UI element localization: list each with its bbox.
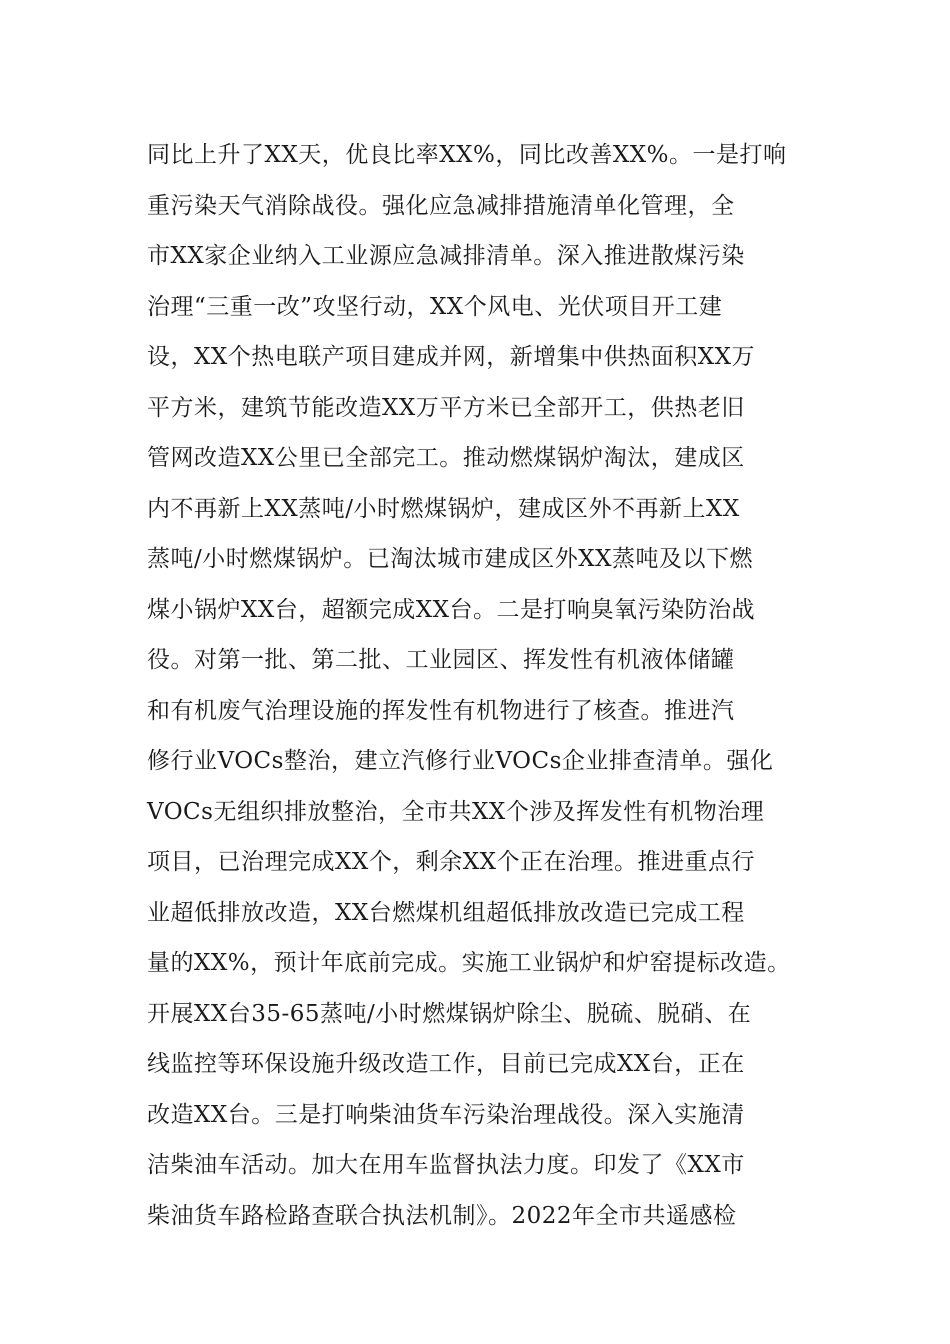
text-line: 线监控等环保设施升级改造工作，目前已完成XX台，正在 [147, 1051, 745, 1077]
text-line: 设，XX个热电联产项目建成并网，新增集中供热面积XX万 [147, 344, 755, 370]
text-line: 改造XX台。三是打响柴油货车污染治理战役。深入实施清 [147, 1101, 745, 1128]
body-paragraph [147, 130, 827, 1241]
text-line: 量的XX%，预计年底前完成。实施工业锅炉和炉窑提标改造。 [147, 950, 791, 976]
text-line: 市XX家企业纳入工业源应急减排清单。深入推进散煤污染 [147, 243, 745, 269]
text-line: 修行业VOCs整治，建立汽修行业VOCs企业排查清单。强化 [147, 748, 774, 774]
text-line: 业超低排放改造，XX台燃煤机组超低排放改造已完成工程 [147, 899, 745, 926]
text-line: 煤小锅炉XX台，超额完成XX台。二是打响臭氧污染防治战 [147, 596, 755, 623]
text-line: 洁柴油车活动。加大在用车监督执法力度。印发了《XX市 [147, 1152, 745, 1178]
text-line: 役。对第一批、第二批、工业园区、挥发性有机液体储罐 [147, 647, 735, 673]
text-line: 蒸吨/小时燃煤锅炉。已淘汰城市建成区外XX蒸吨及以下燃 [147, 546, 753, 572]
text-line: 项目，已治理完成XX个，剩余XX个正在治理。推进重点行 [147, 849, 755, 875]
text-line: 同比上升了XX天，优良比率XX%，同比改善XX%。一是打响 [147, 142, 787, 168]
text-line: 开展XX台35-65蒸吨/小时燃煤锅炉除尘、脱硫、脱硝、在 [147, 1000, 752, 1027]
text-line: 治理“三重一改”攻坚行动，XX个风电、光伏项目开工建 [147, 293, 723, 320]
text-line: 柴油货车路检路查联合执法机制》。2022年全市共遥感检 [147, 1202, 737, 1229]
text-line: 和有机废气治理设施的挥发性有机物进行了核查。推进汽 [147, 697, 735, 724]
text-line: 管网改造XX公里已全部完工。推动燃煤锅炉淘汰，建成区 [147, 445, 745, 471]
text-line: VOCs无组织排放整治，全市共XX个涉及挥发性有机物治理 [147, 798, 765, 825]
text-line: 平方米，建筑节能改造XX万平方米已全部开工，供热老旧 [147, 394, 745, 421]
text-line: 重污染天气消除战役。强化应急减排措施清单化管理，全 [147, 192, 735, 219]
text-line: 内不再新上XX蒸吨/小时燃煤锅炉，建成区外不再新上XX [147, 495, 740, 522]
